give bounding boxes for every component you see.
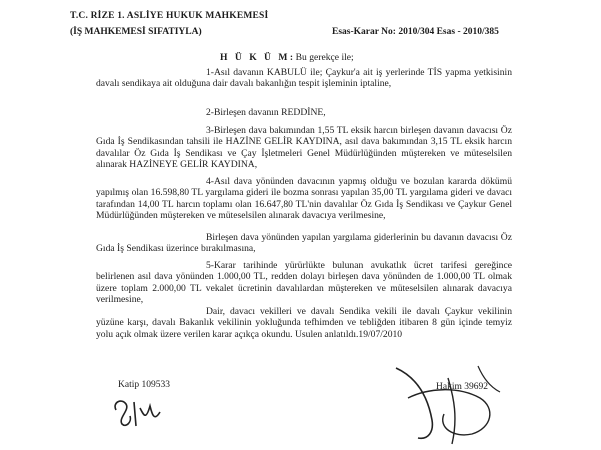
- clerk-label: Katip 109533: [118, 380, 170, 390]
- verdict-paragraph-5: Birleşen dava yönünden yapılan yargılama giderlerinin bu davanın davacısı Öz Gıda İş Sendikası üzerince bırakılmasına,: [96, 232, 512, 255]
- court-role: (İŞ MAHKEMESİ SIFATIYLA): [70, 27, 202, 37]
- verdict-paragraph-3: 3-Birleşen dava bakımından 1,55 TL eksik harcın birleşen davanın davacısı Öz Gıda İş Sendikasından tahsili ile HAZİNE GELİR KAYDINA, asıl dava bakımından 3,15 TL eksik harcın davalılar Öz Gıda İş Sendikası ve Çay İşletmeleri Genel Müdürlüğünden müştereken ve müteselsilen alınarak HAZİNEYE GELİR KAYDINA,: [96, 125, 512, 171]
- verdict-paragraph-6: 5-Karar tarihinde yürürlükte bulunan avukatlık ücret tarifesi gereğince belirlenen asıl dava yönünden 1.000,00 TL, redden dolayı birleşen dava yönünden de 1.000,00 TL olmak üzere toplam 2.000,00 TL vekalet ücretinin davalılardan müştereken ve müteselsilen alınarak davacıya verilmesine,: [96, 260, 512, 306]
- verdict-heading-tail: Bu gerekçe ile;: [295, 52, 354, 63]
- verdict-heading-line: [96, 52, 512, 63]
- verdict-paragraph-4: 4-Asıl dava yönünden davacının yapmış olduğu ve bozulan kararda dökümü yapılmış olan 16.598,80 TL yargılama gideri ile bozma sonrası yapılan 35,00 TL yargılama gideri ve davacı tarafından 14,00 TL harcın toplamı olan 16.647,80 TL'nin davalılar Öz Gıda İş Sendikası ve Çaykur Genel Müdürlüğünden müştereken ve müteselsilen alınarak davacıya verilmesine,: [96, 176, 512, 222]
- verdict-heading: H Ü K Ü M:: [220, 52, 296, 63]
- clerk-signature: [108, 388, 168, 433]
- verdict-paragraph-1: 1-Asıl davanın KABULÜ ile; Çaykur'a ait iş yerlerinde TİS yapma yetkisinin davalı sendikaya ait olduğuna dair davalı bakanlığın tespit işleminin iptaline,: [96, 67, 512, 90]
- court-name: T.C. RİZE 1. ASLİYE HUKUK MAHKEMESİ: [70, 11, 269, 21]
- judge-signature: [388, 358, 518, 448]
- verdict-paragraph-2: 2-Birleşen davanın REDDİNE,: [206, 107, 326, 118]
- judge-label: Hakim 39692: [436, 382, 488, 392]
- case-number: Esas-Karar No: 2010/304 Esas - 2010/385: [332, 27, 499, 37]
- verdict-paragraph-7: Dair, davacı vekilleri ve davalı Sendika vekili ile davalı Çaykur vekilinin yüzüne karşı, davalı Bakanlık vekilinin yokluğunda tefhimden ve tebliğden itibaren 8 gün içinde temyiz yolu açık olmak üzere verilen karar açıkça okundu. Usulen anlatıldı.19/07/2010: [96, 306, 512, 340]
